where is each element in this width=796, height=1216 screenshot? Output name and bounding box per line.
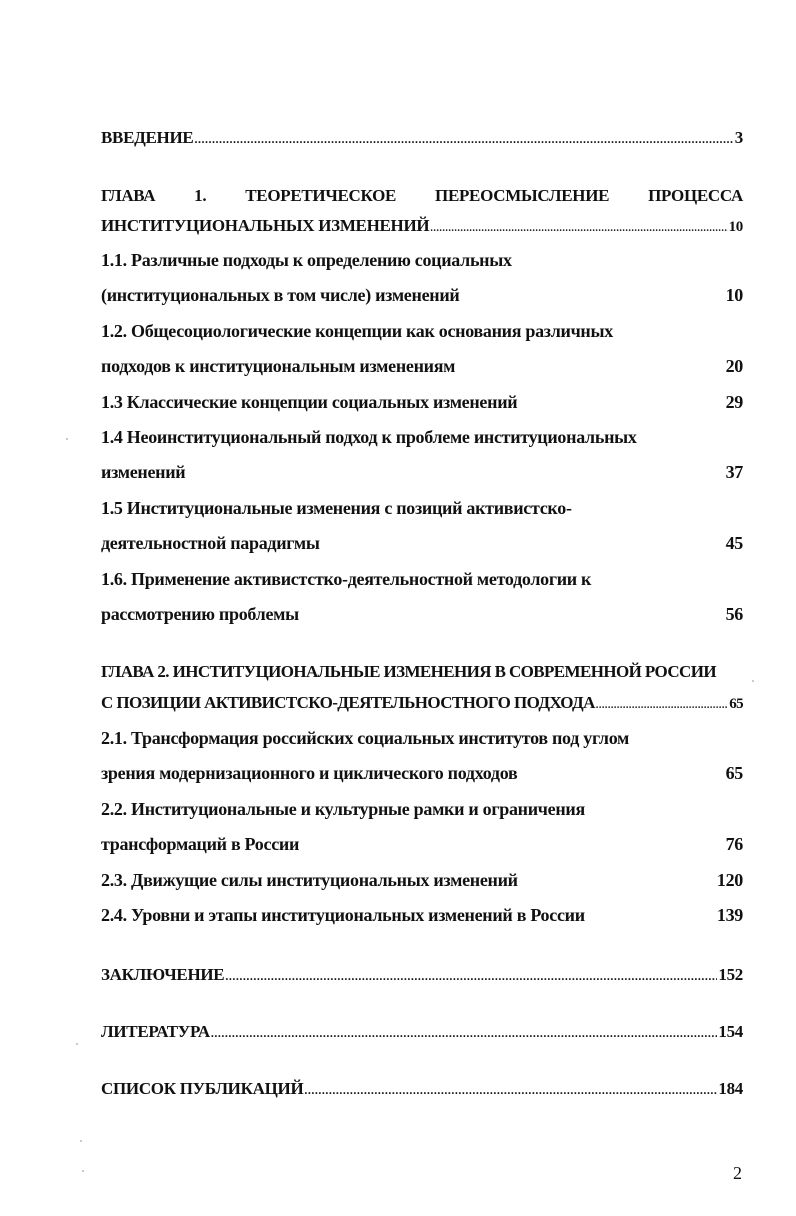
- toc-page-number: 152: [718, 965, 743, 984]
- toc-label: ЛИТЕРАТУРА: [101, 1022, 210, 1041]
- scan-speck: [76, 1043, 78, 1045]
- scan-speck: [82, 1170, 84, 1172]
- toc-section-1-2-line-2: подходов к институциональным изменениям: [101, 356, 456, 376]
- scan-speck: [80, 1140, 82, 1142]
- toc-section-2-2-page: 76: [725, 834, 743, 854]
- toc-page-number: 65: [729, 696, 743, 712]
- dot-leader: [194, 132, 733, 147]
- scan-speck: [752, 680, 754, 682]
- toc-section-2-4-page: 139: [716, 905, 743, 925]
- toc-section-1-1-page: 10: [725, 285, 743, 305]
- dot-leader: [304, 1083, 717, 1098]
- toc-section-1-3-page: 29: [725, 392, 743, 412]
- toc-page-number: 154: [718, 1022, 743, 1041]
- toc-label: С ПОЗИЦИИ АКТИВИСТСКО-ДЕЯТЕЛЬНОСТНОГО ПОДХОДА: [101, 693, 595, 712]
- toc-section-1-3-line-1: 1.3 Классические концепции социальных изменений: [101, 392, 518, 412]
- toc-section-1-4-line-1: 1.4 Неоинституциональный подход к проблеме институциональных: [101, 427, 637, 447]
- page-number: 2: [733, 1163, 742, 1183]
- toc-section-2-1-line-1: 2.1. Трансформация российских социальных институтов под углом: [101, 728, 630, 748]
- dot-leader: [596, 700, 728, 711]
- toc-section-2-1-line-2: зрения модернизационного и циклического подходов: [101, 763, 518, 783]
- dot-leader: [211, 1026, 718, 1041]
- toc-page-number: 184: [718, 1079, 743, 1098]
- chapter-2-title-line-1: ГЛАВА 2. ИНСТИТУЦИОНАЛЬНЫЕ ИЗМЕНЕНИЯ В СОВРЕМЕННОЙ РОССИИ: [101, 662, 716, 681]
- chapter-2-title-line-2: [101, 693, 743, 713]
- dot-leader: [430, 223, 727, 234]
- toc-label: ЗАКЛЮЧЕНИЕ: [101, 965, 225, 984]
- toc-section-1-2-line-1: 1.2. Общесоциологические концепции как основания различных: [101, 321, 613, 341]
- toc-section-2-4-line-1: 2.4. Уровни и этапы институциональных изменений в России: [101, 905, 585, 925]
- toc-section-1-1-line-1: 1.1. Различные подходы к определению социальных: [101, 250, 512, 270]
- toc-section-1-5-line-1: 1.5 Институциональные изменения с позиций активистско-: [101, 498, 572, 518]
- toc-page-number: 10: [728, 219, 743, 235]
- toc-section-1-5-line-2: деятельностной парадигмы: [101, 533, 320, 553]
- toc-section-1-2-page: 20: [725, 356, 743, 376]
- toc-section-2-3-page: 120: [716, 870, 743, 890]
- toc-section-2-2-line-2: трансформаций в России: [101, 834, 300, 854]
- toc-entry-publications: [101, 1079, 743, 1099]
- table-of-contents: [101, 0, 743, 1216]
- toc-entry-intro: [101, 128, 743, 148]
- toc-entry-conclusion: [101, 965, 743, 985]
- scan-speck: [66, 438, 68, 440]
- toc-label: СПИСОК ПУБЛИКАЦИЙ: [101, 1079, 304, 1098]
- toc-page-number: 3: [734, 128, 743, 147]
- toc-section-1-6-line-2: рассмотрению проблемы: [101, 604, 299, 624]
- chapter-1-title-line-1: ГЛАВА 1. ТЕОРЕТИЧЕСКОЕ ПЕРЕОСМЫСЛЕНИЕ ПРОЦЕССА: [101, 186, 744, 205]
- toc-section-1-1-line-2: (институциональных в том числе) изменений: [101, 285, 460, 305]
- chapter-1-title-line-2: [101, 216, 743, 236]
- toc-section-1-6-line-1: 1.6. Применение активистстко-деятельностной методологии к: [101, 569, 592, 589]
- toc-label: ВВЕДЕНИЕ: [101, 128, 194, 147]
- toc-section-2-3-line-1: 2.3. Движущие силы институциональных изменений: [101, 870, 518, 890]
- toc-section-1-4-page: 37: [725, 462, 743, 482]
- toc-section-2-2-line-1: 2.2. Институциональные и культурные рамки и ограничения: [101, 799, 585, 819]
- toc-entry-literature: [101, 1022, 743, 1042]
- dot-leader: [225, 969, 717, 984]
- toc-section-1-5-page: 45: [725, 533, 743, 553]
- toc-label: ИНСТИТУЦИОНАЛЬНЫХ ИЗМЕНЕНИЙ: [101, 216, 430, 235]
- toc-section-2-1-page: 65: [725, 763, 743, 783]
- toc-section-1-6-page: 56: [725, 604, 743, 624]
- toc-section-1-4-line-2: изменений: [101, 462, 186, 482]
